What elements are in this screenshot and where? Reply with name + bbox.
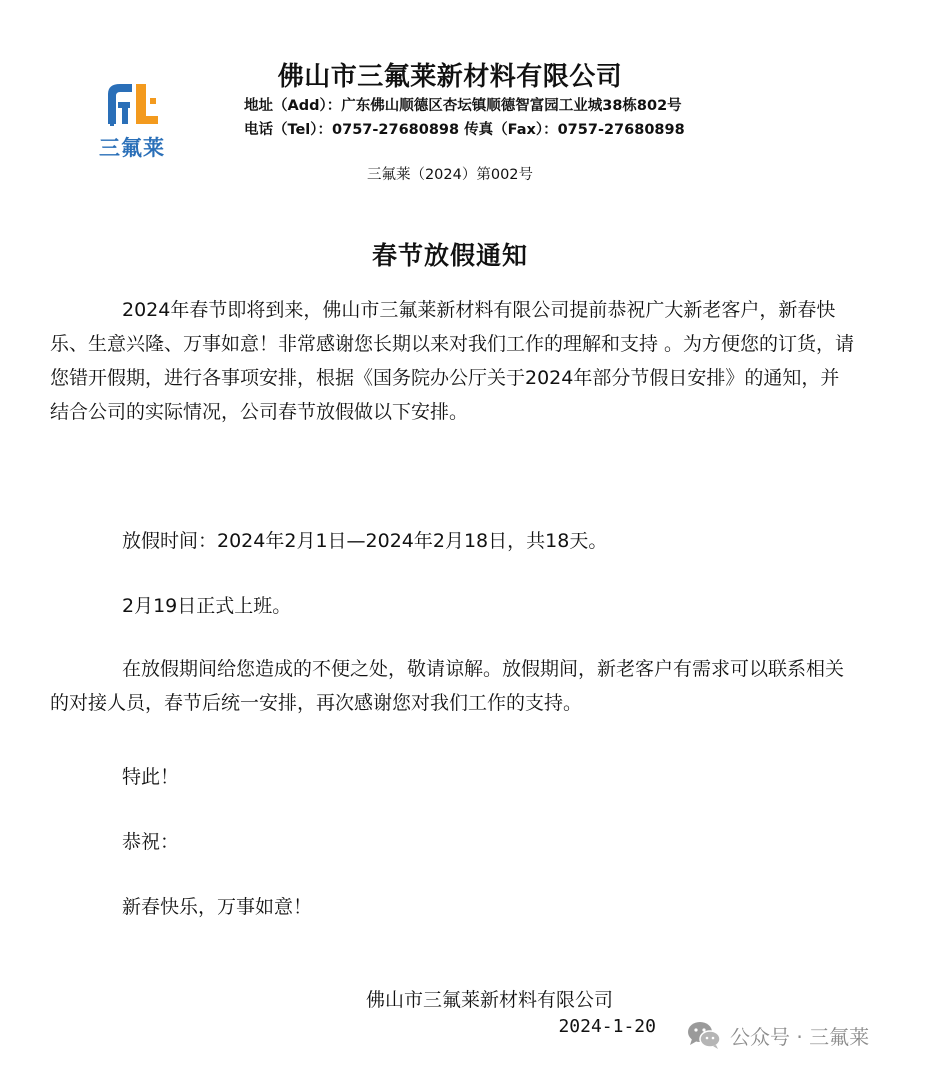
company-phone-fax: 电话（Tel）：0757-27680898 传真（Fax）：0757-27680898	[244, 122, 685, 138]
greeting-paragraph: 恭祝：	[122, 831, 180, 853]
wechat-icon	[686, 1020, 722, 1050]
company-name: 佛山市三氟莱新材料有限公司	[277, 62, 623, 92]
watermark-text: 公众号 · 三氟莱	[730, 1024, 870, 1049]
watermark	[686, 1020, 869, 1050]
document-title: 春节放假通知	[371, 241, 528, 270]
wishes-paragraph: 新春快乐，万事如意！	[122, 896, 313, 918]
body-paragraph: 2024年春节即将到来，佛山市三氟莱新材料有限公司提前恭祝广大新老客户，新春快乐、生意兴隆、万事如意！非常感谢您长期以来对我们工作的理解和支持 。为方便您的订货，请您错开假期，进行各事项安排，根据《国务院办公厅关于2024年部分节假日安排》的通知，并结合公司的实际情况，公司春节放假做以下安排。	[50, 299, 855, 423]
logo-text: 三氟莱	[99, 136, 165, 160]
body-paragraph: 在放假期间给您造成的不便之处，敬请谅解。放假期间，新老客户有需求可以联系相关的对接人员，春节后统一安排，再次感谢您对我们工作的支持。	[50, 658, 845, 714]
signature-company: 佛山市三氟莱新材料有限公司	[366, 989, 614, 1011]
return-to-work-paragraph: 2月19日正式上班。	[122, 595, 292, 617]
company-address: 地址（Add）：广东佛山顺德区杏坛镇顺德智富园工业城38栋802号	[244, 98, 682, 114]
closing-paragraph: 特此！	[122, 766, 180, 788]
logo-mark-icon	[92, 78, 172, 132]
holiday-dates-paragraph: 放假时间：2024年2月1日—2024年2月18日，共18天。	[122, 530, 608, 552]
signature-date: 2024-1-20	[558, 1016, 656, 1037]
document-number: 三氟莱（2024）第002号	[366, 167, 534, 183]
